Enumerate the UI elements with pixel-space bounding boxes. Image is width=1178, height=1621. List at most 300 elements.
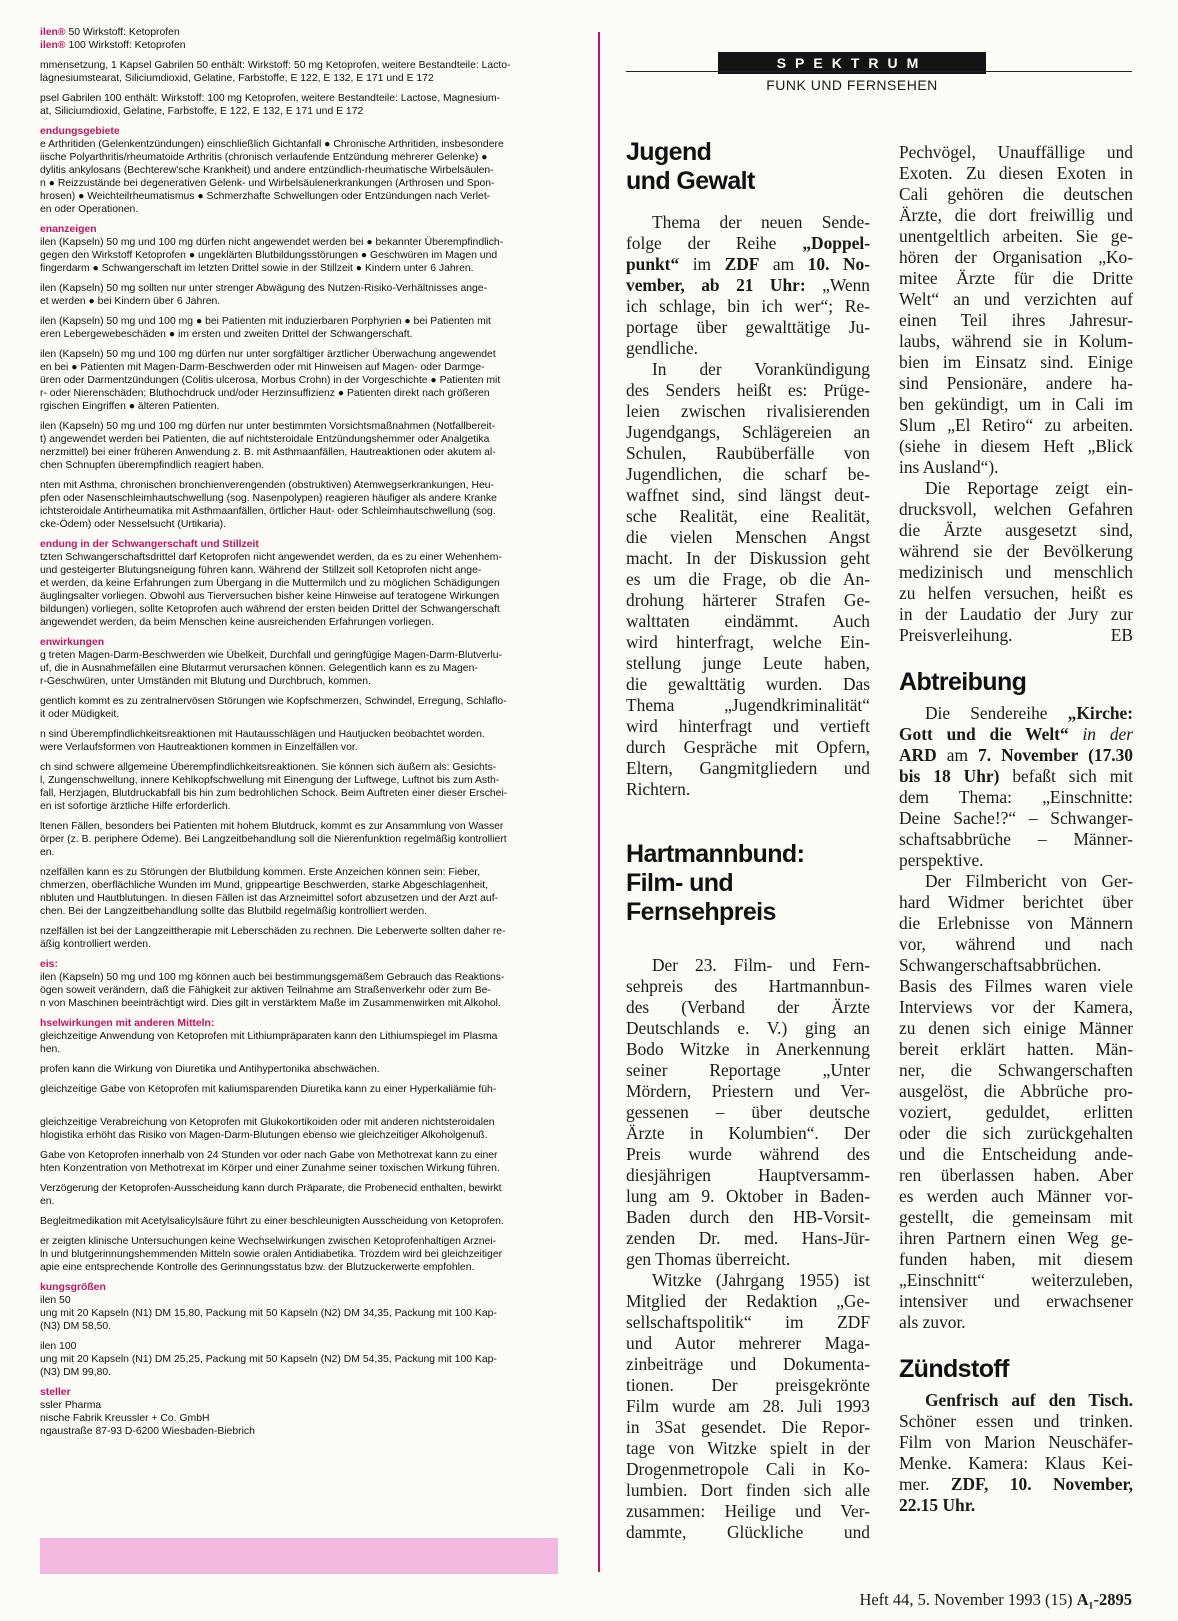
article-paragraph	[626, 955, 870, 1270]
ad-text: dylitis ankylosans (Bechterew'sche Krankheit) und andere entzündlich-rheumatische Wirbelsäulen-	[40, 165, 494, 176]
ad-line	[40, 1116, 570, 1129]
ad-line	[40, 249, 570, 262]
article-line	[899, 724, 1133, 745]
article-text: in der Laudatio der Jury zur	[899, 604, 1133, 624]
ad-heading: hselwirkungen mit anderen Mitteln:	[40, 1018, 215, 1029]
ad-text: ichtsteroidale Antirheumatika mit Asthmaanfällen, örtlicher Haut- oder Schleimhautschwellung (sog.	[40, 506, 496, 517]
article-line	[626, 1060, 870, 1081]
ad-text: en oder Operationen.	[40, 204, 139, 215]
article-line	[899, 829, 1133, 850]
article-line	[899, 703, 1133, 724]
ad-line	[40, 151, 570, 164]
ad-text: örper (z. B. periphere Ödeme). Bei Langzeitbehandlung soll die Nierenfunktion regelmäßig kontrolliert	[40, 834, 507, 845]
article-line	[626, 233, 870, 254]
ad-text: chen. Bei der Langzeitbehandlung sollte das Blutbild regelmäßig kontrolliert werden.	[40, 906, 427, 917]
ad-line	[40, 551, 570, 564]
article-line	[899, 562, 1133, 583]
article-text: Schulen, Raubüberfälle von	[626, 443, 870, 463]
ad-text: ln und blutgerinnungshemmenden Mitteln sowie oralen Antidiabetika. Trozdem wird bei gleichzeitiger	[40, 1249, 503, 1260]
article-line	[899, 997, 1133, 1018]
article-text: voziert, geduldet, erlitten	[899, 1102, 1133, 1122]
ad-text: nten mit Asthma, chronischen bronchienverengenden (obstruktiven) Atemwegserkrankungen, Heu-	[40, 480, 494, 491]
ad-text: und gesteigerter Blutungsneigung führen kann. Während der Stillzeit soll Ketoprofen nicht ange-	[40, 565, 482, 576]
ad-line	[40, 1399, 570, 1412]
article-line	[899, 541, 1133, 562]
ad-text: nzelfällen kann es zu Störungen der Blutbildung kommen. Erste Anzeichen können sein: Fieber,	[40, 867, 481, 878]
article-line	[626, 1144, 870, 1165]
ad-line	[40, 564, 570, 577]
article-line	[626, 1522, 870, 1543]
headline-line: Abtreibung	[899, 668, 1027, 696]
ad-heading: enwirkungen	[40, 637, 105, 648]
article-text: Gott und die Welt“	[899, 724, 1069, 744]
ad-text: (N3) DM 58,50.	[40, 1321, 112, 1332]
ad-line	[40, 1366, 570, 1379]
article-text: ZDF	[724, 254, 760, 274]
article-line	[626, 296, 870, 317]
ad-paragraph	[0, 1063, 570, 1076]
article-text: ARD	[899, 745, 937, 765]
ad-paragraph	[0, 315, 570, 341]
article-line	[626, 1480, 870, 1501]
ad-paragraph	[0, 1182, 570, 1208]
article-text: In der Vorankündigung	[652, 359, 870, 379]
article-text: sehpreis des Hartmannbun-	[626, 976, 870, 996]
ad-text: ilen 100	[40, 1341, 77, 1352]
article-text: Deine Sache!?“ – Schwanger-	[899, 808, 1133, 828]
article-line	[899, 1060, 1133, 1081]
article-line	[899, 1411, 1133, 1432]
ad-text: gleichzeitige Gabe von Ketoprofen mit kaliumsparenden Diuretika kann zu einer Hyperkaliämie füh-	[40, 1084, 497, 1095]
article-line	[626, 632, 870, 653]
ad-line	[40, 590, 570, 603]
ad-text: ilen (Kapseln) 50 mg und 100 mg ● bei Patienten mit induzierbaren Porphyrien ● bei Patienten mit	[40, 316, 491, 327]
ad-line	[40, 866, 570, 879]
article-text: zenden Dr. med. Hans-Jür-	[626, 1228, 870, 1248]
ad-line	[40, 348, 570, 361]
ad-line	[40, 675, 570, 688]
article-line	[626, 338, 870, 359]
article-text: waffnet sind, sind längst deut-	[626, 485, 870, 505]
ad-line	[40, 774, 570, 787]
article-text: „Einschnitt“ weiterzuleben,	[899, 1270, 1133, 1290]
ad-line	[40, 577, 570, 590]
ad-paragraph	[0, 420, 570, 472]
ad-text: iische Polyarthritis/rheumatoide Arthritis (chronisch verlaufende Entzündung mehrerer Gelenke) ●	[40, 152, 488, 163]
ad-line	[40, 177, 570, 190]
article-text: durch Gespräche mit Opfern,	[626, 737, 870, 757]
ad-line	[40, 203, 570, 216]
article-line	[899, 1186, 1133, 1207]
article-text: Ärzte in Kolumbien“. Der	[626, 1123, 870, 1143]
ad-paragraph	[0, 1083, 570, 1109]
article-line	[899, 394, 1133, 415]
ad-text: hrosen) ● Weichteilrheumatismus ● Schmerzhafte Schwellungen oder Entzündungen nach Verlet-	[40, 191, 491, 202]
article-text: in 3Sat gesendet. Die Repor-	[626, 1417, 870, 1437]
ad-line	[40, 138, 570, 151]
section-subtitle: FUNK UND FERNSEHEN	[766, 77, 938, 93]
ad-text: gleichzeitige Anwendung von Ketoprofen mit Lithiumpräparaten kann den Lithiumspiegel im Plasma	[40, 1031, 498, 1042]
article-text: ausgelöst, die Abbrüche pro-	[899, 1081, 1133, 1101]
article-line	[626, 401, 870, 422]
article-text: während sie der Bevölkerung	[899, 541, 1133, 561]
ad-paragraph	[0, 1215, 570, 1228]
page-footer	[792, 1590, 1132, 1610]
ad-line	[40, 984, 570, 997]
ad-line	[40, 433, 570, 446]
article-text: lumbien. Dort finden sich alle	[626, 1480, 870, 1500]
ad-text: hen.	[40, 1044, 61, 1055]
ad-text: bildungen) vorliegen, sollte Ketoprofen auch während der ersten beiden Drittel der Schwangerschaft	[40, 604, 500, 615]
ad-paragraph	[0, 1116, 570, 1142]
article-line	[899, 1102, 1133, 1123]
ad-line	[40, 892, 570, 905]
article-text: am	[936, 745, 979, 765]
ad-text: 50 Wirkstoff: Ketoprofen	[65, 27, 180, 38]
article-line	[626, 1165, 870, 1186]
article-line	[899, 1495, 1133, 1516]
article-text: gestellt, die gemeinsam mit	[899, 1207, 1133, 1227]
article-text: gendliche.	[626, 338, 698, 358]
article-column-left	[626, 138, 870, 1543]
article-text: Welt“ an und verzichten auf	[899, 289, 1133, 309]
article-line	[626, 1270, 870, 1291]
article-line	[626, 1228, 870, 1249]
article-line	[626, 1312, 870, 1333]
ad-line	[40, 420, 570, 433]
article-line	[626, 317, 870, 338]
article-text: walttaten eindämmt. Auch	[626, 611, 870, 631]
ad-paragraph	[0, 1281, 570, 1333]
article-line	[626, 1417, 870, 1438]
ad-line	[40, 905, 570, 918]
ad-line	[40, 879, 570, 892]
article-text: wird hinterfragt und vertieft	[626, 716, 870, 736]
ad-line	[40, 505, 570, 518]
ad-text: ilen 50	[40, 1295, 71, 1306]
article-text: Preisverleihung. EB	[899, 625, 1133, 645]
ad-line	[40, 971, 570, 984]
article-line	[626, 1501, 870, 1522]
article-text: „Kirche:	[1067, 703, 1133, 723]
article-line	[899, 310, 1133, 331]
article-text: 7. November (17.30	[978, 745, 1133, 765]
article-text: Die Reportage zeigt ein-	[925, 478, 1133, 498]
article-text: Pechvögel, Unauffällige und	[899, 142, 1133, 162]
article-line	[899, 1474, 1133, 1495]
ad-line	[40, 164, 570, 177]
ad-text: ilen (Kapseln) 50 mg sollten nur unter strenger Abwägung des Nutzen-Risiko-Verhältnisses ange-	[40, 283, 488, 294]
ad-line	[40, 446, 570, 459]
ad-text: ögen soweit verändern, daß die Fähigkeit zur aktiven Teilnahme am Straßenverkehr oder zum Be-	[40, 985, 491, 996]
article-line	[626, 1102, 870, 1123]
ad-line	[40, 105, 570, 118]
ad-text: it oder Müdigkeit.	[40, 709, 120, 720]
article-line	[626, 506, 870, 527]
ad-line	[40, 1083, 570, 1096]
article-text: Mitglied der Redaktion „Ge-	[626, 1291, 870, 1311]
ad-line	[40, 833, 570, 846]
ad-paragraph	[0, 26, 570, 52]
article-line	[626, 422, 870, 443]
ad-line	[40, 1261, 570, 1274]
article-line	[899, 583, 1133, 604]
ad-line	[40, 649, 570, 662]
article-text: „Doppel-	[802, 233, 870, 253]
article-text: des Senders heißt es: Prüge-	[626, 380, 870, 400]
article-text: „Wenn	[805, 275, 870, 295]
article-text: leien zwischen rivalisierenden	[626, 401, 870, 421]
article-text: punkt“	[626, 254, 680, 274]
issue-line: Heft 44, 5. November 1993 (15)	[859, 1590, 1073, 1609]
article-line	[626, 716, 870, 737]
article-line	[626, 443, 870, 464]
ad-text: apie eine entsprechende Kontrolle des Gerinnungsstatus bzw. der Blutzuckerwerte empfohlen.	[40, 1262, 475, 1273]
article-text: Bodo Witzke in Anerkennung	[626, 1039, 870, 1059]
ad-text: n sind Überempfindlichkeitsreaktionen mit Hautausschlägen und Hautjucken beobachtet worden.	[40, 729, 485, 740]
ad-text: tzten Schwangerschaftsdrittel darf Ketoprofen nicht angewendet werden, da es zu einer Wehenhem-	[40, 552, 502, 563]
ad-line	[40, 26, 570, 39]
article-text: die gewalttätig wurden. Das	[626, 674, 870, 694]
ad-line	[40, 1043, 570, 1056]
ad-line	[40, 1320, 570, 1333]
ad-text: äßig kontrolliert werden.	[40, 939, 151, 950]
article-line	[626, 1438, 870, 1459]
article-line	[899, 1018, 1133, 1039]
article-text: Preis wurde während des	[626, 1144, 870, 1164]
article-line	[899, 247, 1133, 268]
article-line	[899, 1081, 1133, 1102]
article-text: zusammen: Heilige und Ver-	[626, 1501, 870, 1521]
article-line	[626, 548, 870, 569]
ad-paragraph	[0, 761, 570, 813]
ad-line	[40, 662, 570, 675]
article-line	[626, 1333, 870, 1354]
ad-text: ltenen Fällen, besonders bei Patienten mit hohem Blutdruck, kommt es zur Ansammlung von Wasser	[40, 821, 504, 832]
article-paragraph	[626, 212, 870, 359]
article-line	[626, 1186, 870, 1207]
ad-line	[40, 800, 570, 813]
ad-text: at, Siliciumdioxid, Gelatine, Farbstoffe, E 122, E 132, E 171 und E 172	[40, 106, 364, 117]
ad-line	[40, 938, 570, 951]
ad-line	[40, 1353, 570, 1366]
ad-text: Gabe von Ketoprofen innerhalb von 24 Stunden vor oder nach Gabe von Methotrexat kann zu einer	[40, 1150, 498, 1161]
article-text: ihren Partnern einen Weg ge-	[899, 1228, 1133, 1248]
ad-text: rgischen Eingriffen ● älteren Patienten.	[40, 401, 220, 412]
article-text: hören der Organisation „Ko-	[899, 247, 1133, 267]
ad-heading: endungsgebiete	[40, 126, 120, 137]
ad-paragraph	[0, 348, 570, 413]
article-text: medizinisch und menschlich	[899, 562, 1133, 582]
ad-text: chen Schnupfen überempfindlich reagiert haben.	[40, 460, 265, 471]
article-paragraph	[626, 1270, 870, 1543]
headline-line: und Gewalt	[626, 167, 755, 195]
ad-line	[40, 328, 570, 341]
ad-text: Begleitmedikation mit Acetylsalicylsäure führt zu einer beschleunigten Ausscheidung von Ketoprofen.	[40, 1216, 504, 1227]
article-text: Schwangerschaftsabbrüchen.	[899, 955, 1102, 975]
article-line	[899, 184, 1133, 205]
ad-paragraph	[0, 1149, 570, 1175]
article-text: und die Entscheidung ande-	[899, 1144, 1133, 1164]
section-rule	[626, 71, 1132, 72]
article-column-right	[899, 142, 1133, 1516]
article-text: Thema „Jugendkriminalität“	[626, 695, 870, 715]
article-line	[626, 997, 870, 1018]
ad-paragraph	[0, 728, 570, 754]
article-line	[626, 611, 870, 632]
article-line	[626, 1081, 870, 1102]
article-text: drucksvoll, welchen Gefahren	[899, 499, 1133, 519]
article-line	[626, 275, 870, 296]
ad-text: et werden ● bei Kindern über 6 Jahren.	[40, 296, 221, 307]
article-text: dem Thema: „Einschnitte:	[899, 787, 1133, 807]
article-line	[899, 352, 1133, 373]
ad-text: er zeigten klinische Untersuchungen keine Wechselwirkungen zwischen Ketoprofenhaltigen Arznei-	[40, 1236, 497, 1247]
article-line	[626, 527, 870, 548]
article-text: einen Teil ihres Jahresur-	[899, 310, 1133, 330]
ad-paragraph	[0, 1340, 570, 1379]
ad-line	[40, 1248, 570, 1261]
ad-line	[40, 72, 570, 85]
article-line	[899, 1123, 1133, 1144]
ad-line	[40, 1162, 570, 1175]
article-text: die vielen Menschen Angst	[626, 527, 870, 547]
article-line	[626, 590, 870, 611]
ad-text: ilen (Kapseln) 50 mg und 100 mg können auch bei bestimmungsgemäßem Gebrauch das Reaktions-	[40, 972, 505, 983]
advertisement-text	[0, 26, 570, 1445]
ad-text: n von Maschinen beeinträchtigt wird. Dies gilt in verstärktem Maße im Zusammenwirken mit Alkohol.	[40, 998, 501, 1009]
article-line	[899, 226, 1133, 247]
ad-line	[40, 603, 570, 616]
ad-paragraph	[0, 125, 570, 216]
article-text: (siehe in diesem Heft „Blick	[899, 436, 1133, 456]
ad-text: pfen oder Nasenschleimhautschwellung (sog. Nasenpolypen) reagieren häufiger als andere Kranke	[40, 493, 497, 504]
article-line	[899, 1270, 1133, 1291]
article-text: Genfrisch auf den Tisch.	[925, 1390, 1133, 1410]
article-text: ZDF, 10. November,	[950, 1474, 1133, 1494]
article-line	[626, 1249, 870, 1270]
article-line	[626, 380, 870, 401]
ad-paragraph	[0, 92, 570, 118]
ad-text: n ● Reizzustände bei degenerativen Gelenk- und Wirbelsäulenerkrankungen (Arthrosen und Spon-	[40, 178, 495, 189]
article-line	[626, 1396, 870, 1417]
article-text: hard Widmer berichtet über	[899, 892, 1133, 912]
article-line	[626, 955, 870, 976]
article-text: unentgeltlich arbeiten. Sie ge-	[899, 226, 1133, 246]
article-text: Drogenmetropole Cali in Ko-	[626, 1459, 870, 1479]
article-line	[899, 436, 1133, 457]
article-text: funden haben, mit diesem	[899, 1249, 1133, 1269]
ad-text: nerzmittel) bei einer früheren Anwendung z. B. mit Asthmaanfällen, Hautreaktionen oder akutem al-	[40, 447, 496, 458]
article-line	[899, 1228, 1133, 1249]
ad-paragraph	[0, 538, 570, 629]
ad-line	[40, 1307, 570, 1320]
ad-text: uf, die in Ausnahmefällen eine Blutarmut verursachen können. Gelegentlich kann es zu Magen-	[40, 663, 478, 674]
ad-paragraph	[0, 820, 570, 859]
ad-heading: kungsgrößen	[40, 1282, 106, 1293]
article-line	[899, 457, 1133, 478]
article-text: im	[679, 254, 725, 274]
article-line	[899, 163, 1133, 184]
ad-line	[40, 820, 570, 833]
article-line	[899, 373, 1133, 394]
ad-text: eren Lebergewebeschäden ● im ersten und zweiten Drittel der Schwangerschaft.	[40, 329, 413, 340]
article-text: bien im Einsatz sind. Einige	[899, 352, 1133, 372]
article-line	[899, 808, 1133, 829]
article-line	[899, 955, 1133, 976]
article-text: mitee Ärzte für die Dritte	[899, 268, 1133, 288]
ad-text: mmensetzung, 1 Kapsel Gabrilen 50 enthält: Wirkstoff: 50 mg Ketoprofen, weitere Bestandteile: Lacto-	[40, 60, 511, 71]
ad-heading: endung in der Schwangerschaft und Stillzeit	[40, 539, 259, 550]
ad-line	[40, 479, 570, 492]
ad-text: nbluten und Hautblutungen. In diesen Fällen ist das Arzneimittel sofort abzusetzen und der Arzt auf-	[40, 893, 499, 904]
ad-line	[40, 1195, 570, 1208]
article-line	[899, 205, 1133, 226]
ad-text: 100 Wirkstoff: Ketoprofen	[65, 40, 186, 51]
article-line	[626, 1354, 870, 1375]
ad-line	[40, 761, 570, 774]
ad-line	[40, 518, 570, 531]
article-paragraph	[899, 142, 1133, 478]
article-text: diesjährigen Hauptversamm-	[626, 1165, 870, 1185]
ad-line	[40, 59, 570, 72]
ad-line	[40, 315, 570, 328]
ad-text: et werden, da keine Erfahrungen zum Übergang in die Muttermilch und zu möglichen Schädigungen	[40, 578, 500, 589]
ad-text: üren oder Darmentzündungen (Colitis ulcerosa, Morbus Crohn) in der Vorgeschichte ● Patienten mit	[40, 375, 501, 386]
ad-text: hlogistika erhöht das Risiko von Magen-Darm-Blutungen ebenso wie gleichzeitiger Alkoholgenuß.	[40, 1130, 488, 1141]
ad-line	[40, 92, 570, 105]
article-line	[899, 1249, 1133, 1270]
article-paragraph	[899, 1390, 1133, 1516]
ad-heading: enanzeigen	[40, 224, 97, 235]
article-text: zu helfen versuchen, heißt es	[899, 583, 1133, 603]
article-text: bis 18 Uhr)	[899, 766, 1000, 786]
article-line	[626, 1459, 870, 1480]
article-text: Deutschlands e. V.) ging an	[626, 1018, 870, 1038]
article-line	[899, 1453, 1133, 1474]
article-text: Ärzte, die dort freiwillig und	[899, 205, 1133, 225]
ad-line	[40, 262, 570, 275]
article-text: gen Thomas überreicht.	[626, 1249, 791, 1269]
ad-text: en.	[40, 847, 55, 858]
article-text: vor, während und nach	[899, 934, 1133, 954]
article-paragraph	[899, 703, 1133, 871]
article-line	[899, 1291, 1133, 1312]
headline-line: Jugend	[626, 138, 712, 166]
article-headline	[626, 138, 870, 196]
article-paragraph	[626, 359, 870, 800]
ad-text: ilen®	[40, 27, 66, 38]
article-text: sind Pensionäre, andere ha-	[899, 373, 1133, 393]
ad-paragraph	[0, 958, 570, 1010]
ad-paragraph	[0, 1386, 570, 1438]
article-text: Der Filmbericht von Ger-	[925, 871, 1133, 891]
article-line	[899, 499, 1133, 520]
article-line	[899, 745, 1133, 766]
ad-line	[40, 616, 570, 629]
ad-text: r-Geschwüren, unter Umständen mit Blutung und Durchbruch, kommen.	[40, 676, 371, 687]
article-text: portage über gewalttätige Ju-	[626, 317, 870, 337]
article-text: drohung härterer Strafen Ge-	[626, 590, 870, 610]
ad-line	[40, 1425, 570, 1438]
ad-line	[40, 1235, 570, 1248]
article-line	[899, 1165, 1133, 1186]
article-text: macht. In der Diskussion geht	[626, 548, 870, 568]
ad-text: r- oder Nierenschäden; Bluthochdruck und/oder Herzinsuffizienz ● Patienten direkt nach größeren	[40, 388, 490, 399]
ad-text: en ist sofortige ärztliche Hilfe erforderlich.	[40, 801, 231, 812]
article-paragraph	[899, 871, 1133, 1333]
ad-line	[40, 787, 570, 800]
